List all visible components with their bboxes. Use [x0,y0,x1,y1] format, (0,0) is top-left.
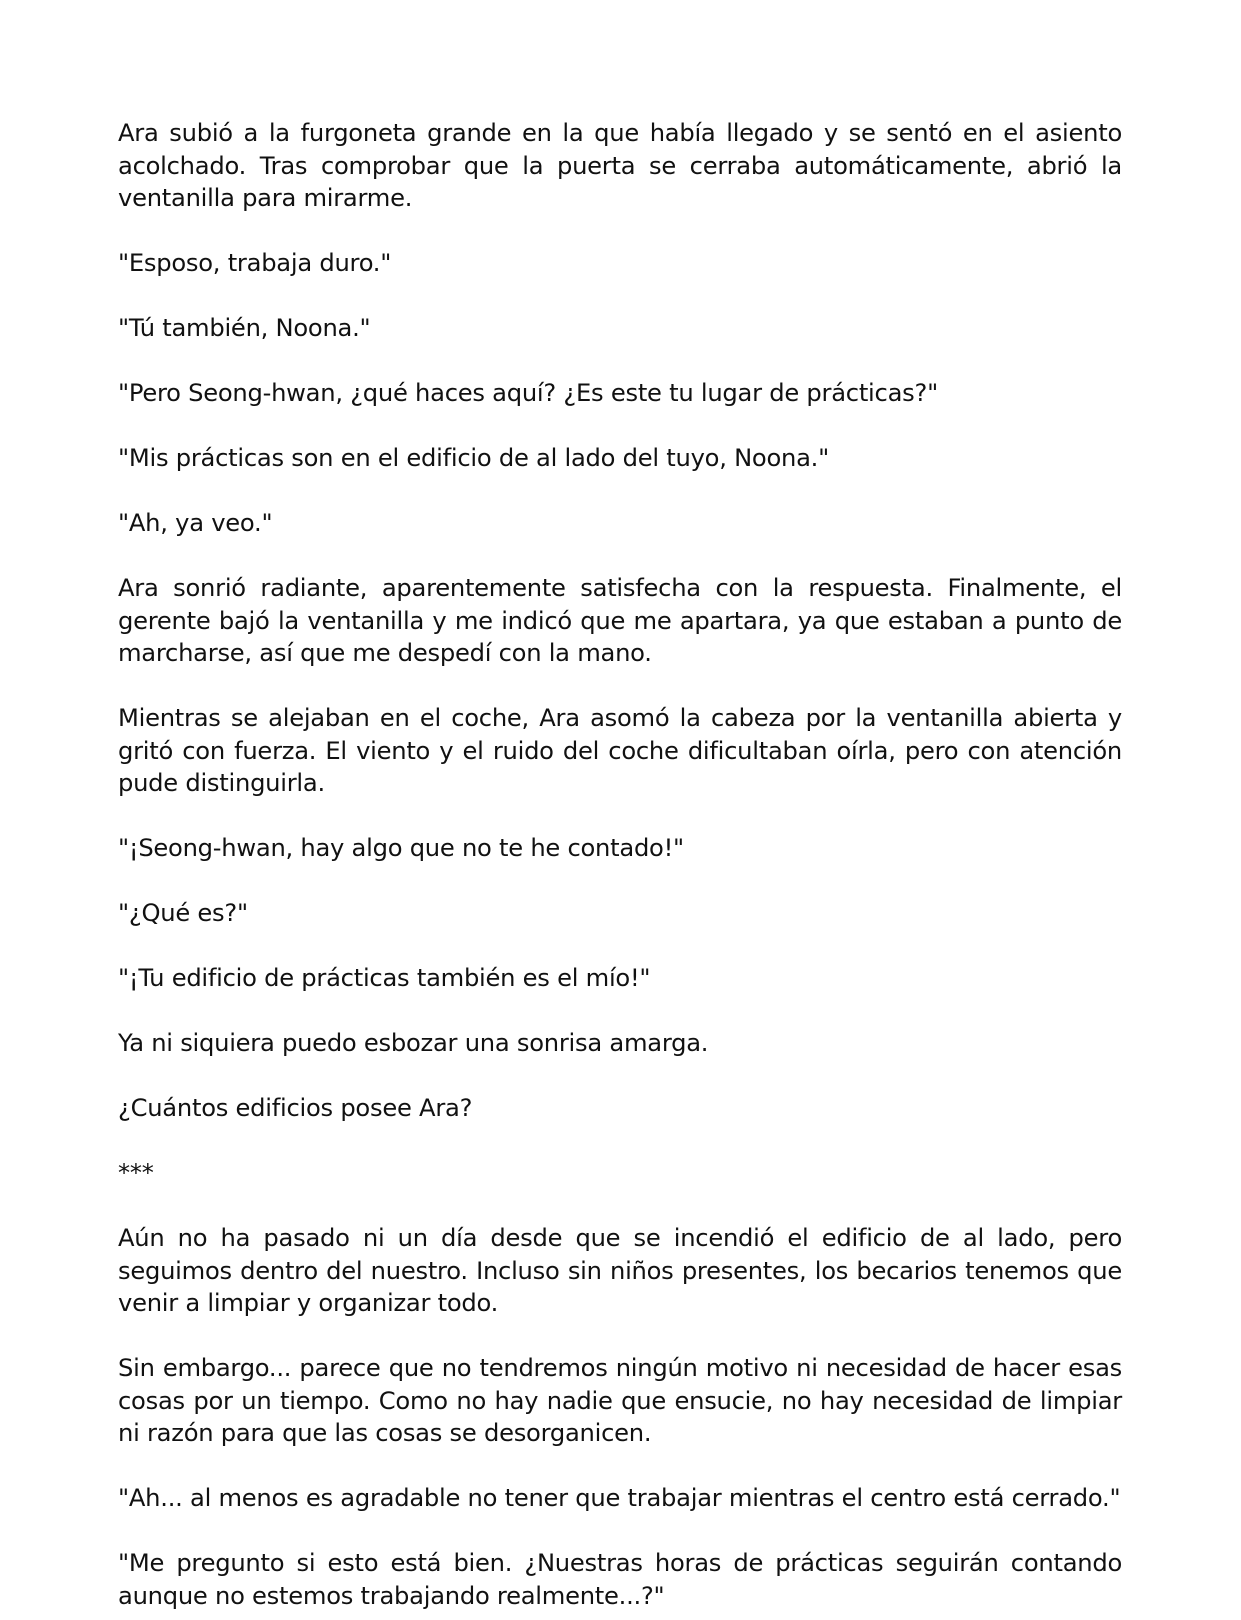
paragraph-dialogue: "Ah, ya veo." [118,509,273,537]
paragraph-narration: Sin embargo... parece que no tendremos ningún motivo ni necesidad de hacer esas cosas por un tiempo. Como no hay nadie que ensucie, no hay necesidad de limpiar ni razón para que las cosas se desorganicen. [118,1354,1122,1447]
paragraph-dialogue: "Esposo, trabaja duro." [118,249,392,277]
paragraph-dialogue: "Tú también, Noona." [118,314,371,342]
paragraph-narration: ¿Cuántos edificios posee Ara? [118,1094,473,1122]
paragraph-dialogue: "Mis prácticas son en el edificio de al lado del tuyo, Noona." [118,444,829,472]
paragraph-dialogue: "¡Seong-hwan, hay algo que no te he contado!" [118,834,684,862]
paragraph-dialogue: "Ah... al menos es agradable no tener que trabajar mientras el centro está cerrado." [118,1484,1121,1512]
paragraph-dialogue: "Me pregunto si esto está bien. ¿Nuestras horas de prácticas seguirán contando aunque no estemos trabajando realmente...?" [118,1549,1122,1610]
paragraph-narration: Mientras se alejaban en el coche, Ara asomó la cabeza por la ventanilla abierta y gritó con fuerza. El viento y el ruido del coche dificultaban oírla, pero con atención pude distinguirla. [118,704,1122,797]
paragraph-dialogue: "¿Qué es?" [118,899,248,927]
paragraph-dialogue: "¡Tu edificio de prácticas también es el mío!" [118,964,651,992]
scene-break: *** [118,1159,154,1187]
paragraph-narration: Ya ni siquiera puedo esbozar una sonrisa amarga. [118,1029,709,1057]
document-body [118,117,1122,1620]
paragraph-narration: Aún no ha pasado ni un día desde que se incendió el edificio de al lado, pero seguimos dentro del nuestro. Incluso sin niños presentes, los becarios tenemos que venir a limpiar y organizar todo. [118,1224,1122,1317]
paragraph-dialogue: "Pero Seong-hwan, ¿qué haces aquí? ¿Es este tu lugar de prácticas?" [118,379,938,407]
paragraph-narration: Ara subió a la furgoneta grande en la que había llegado y se sentó en el asiento acolchado. Tras comprobar que la puerta se cerraba automáticamente, abrió la ventanilla para mirarme. [118,119,1122,212]
paragraph-narration: Ara sonrió radiante, aparentemente satisfecha con la respuesta. Finalmente, el gerente bajó la ventanilla y me indicó que me apartara, ya que estaban a punto de marcharse, así que me despedí con la mano. [118,574,1122,667]
